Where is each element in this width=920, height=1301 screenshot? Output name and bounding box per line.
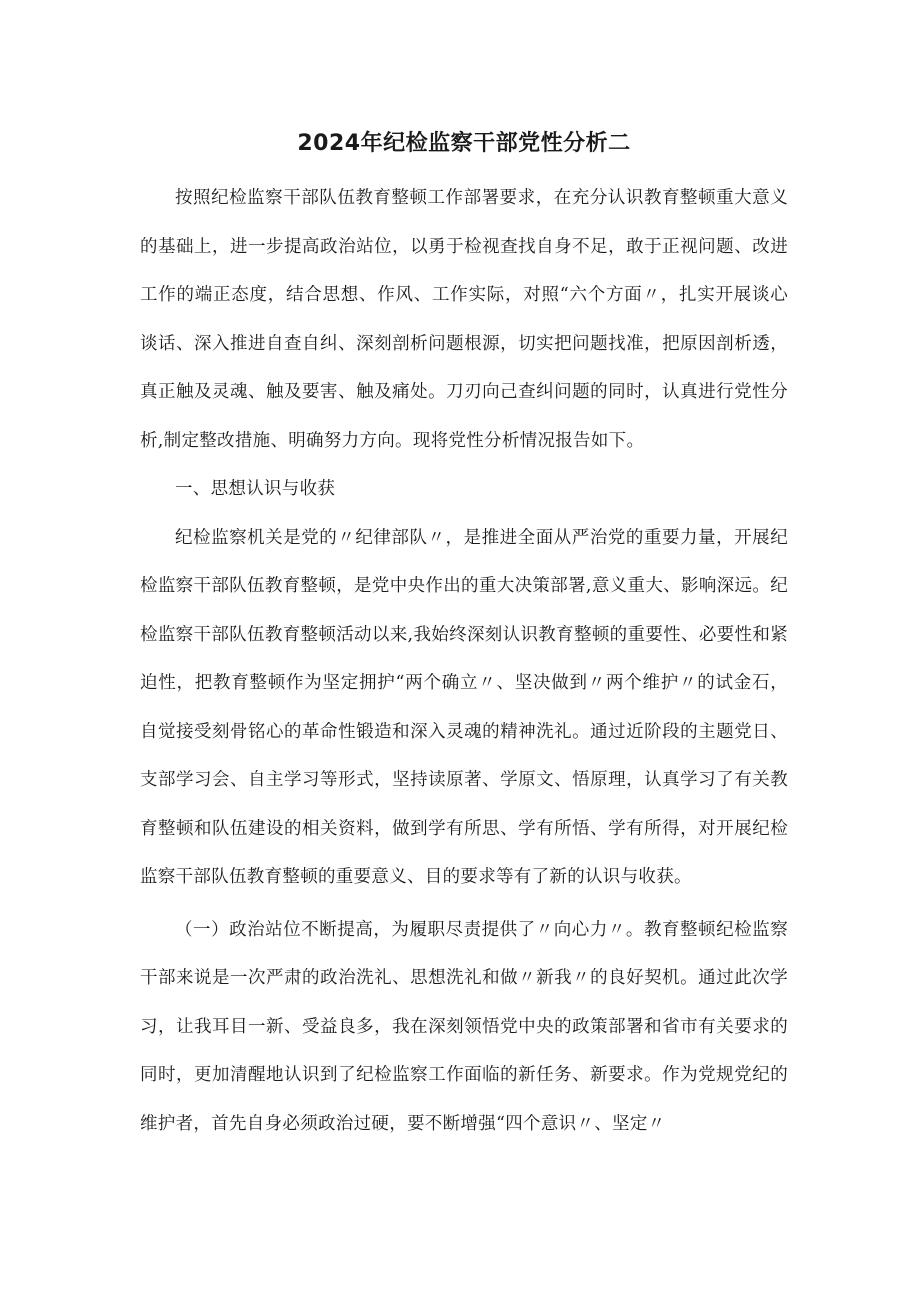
intro-paragraph: 按照纪检监察干部队伍教育整顿工作部署要求，在充分认识教育整顿重大意义的基础上，进一步提高政治站位，以勇于检视查找自身不足，敢于正视问题、改进工作的端正态度，结合思想、作风、工作实际，对照“六个方面〃，扎实开展谈心谈话、深入推进自查自纠、深刻剖析问题根源，切实把问题找准，把原因剖析透，真正触及灵魂、触及要害、触及痛处。刀刃向己查纠问题的同时，认真进行党性分析,制定整改措施、明确努力方向。现将党性分析情况报告如下。 (140, 188, 788, 451)
document-page (140, 128, 788, 1148)
section-body-paragraph: 纪检监察机关是党的〃纪律部队〃，是推进全面从严治党的重要力量，开展纪检监察干部队伍教育整顿，是党中央作出的重大决策部署,意义重大、影响深远。纪检监察干部队伍教育整顿活动以来,我始终深刻认识教育整顿的重要性、必要性和紧迫性，把教育整顿作为坚定拥护“两个确立〃、坚决做到〃两个维护〃的试金石，自觉接受刻骨铭心的革命性锻造和深入灵魂的精神洗礼。通过近阶段的主题党日、支部学习会、自主学习等形式，坚持读原著、学原文、悟原理，认真学习了有关教育整顿和队伍建设的相关资料，做到学有所思、学有所悟、学有所得，对开展纪检监察干部队伍教育整顿的重要意义、目的要求等有了新的认识与收获。 (140, 527, 788, 887)
section-heading: 一、思想认识与收获 (175, 479, 336, 499)
subsection-paragraph: （一）政治站位不断提高，为履职尽责提供了〃向心力〃。教育整顿纪检监察干部来说是一次严肃的政治洗礼、思想洗礼和做〃新我〃的良好契机。通过此次学习，让我耳目一新、受益良多，我在深刻领悟党中央的政策部署和省市有关要求的同时，更加清醒地认识到了纪检监察工作面临的新任务、新要求。作为党规党纪的维护者，首先自身必须政治过硬，要不断增强“四个意识〃、坚定〃 (140, 919, 788, 1134)
document-title: 2024年纪检监察干部党性分析二 (297, 131, 631, 156)
